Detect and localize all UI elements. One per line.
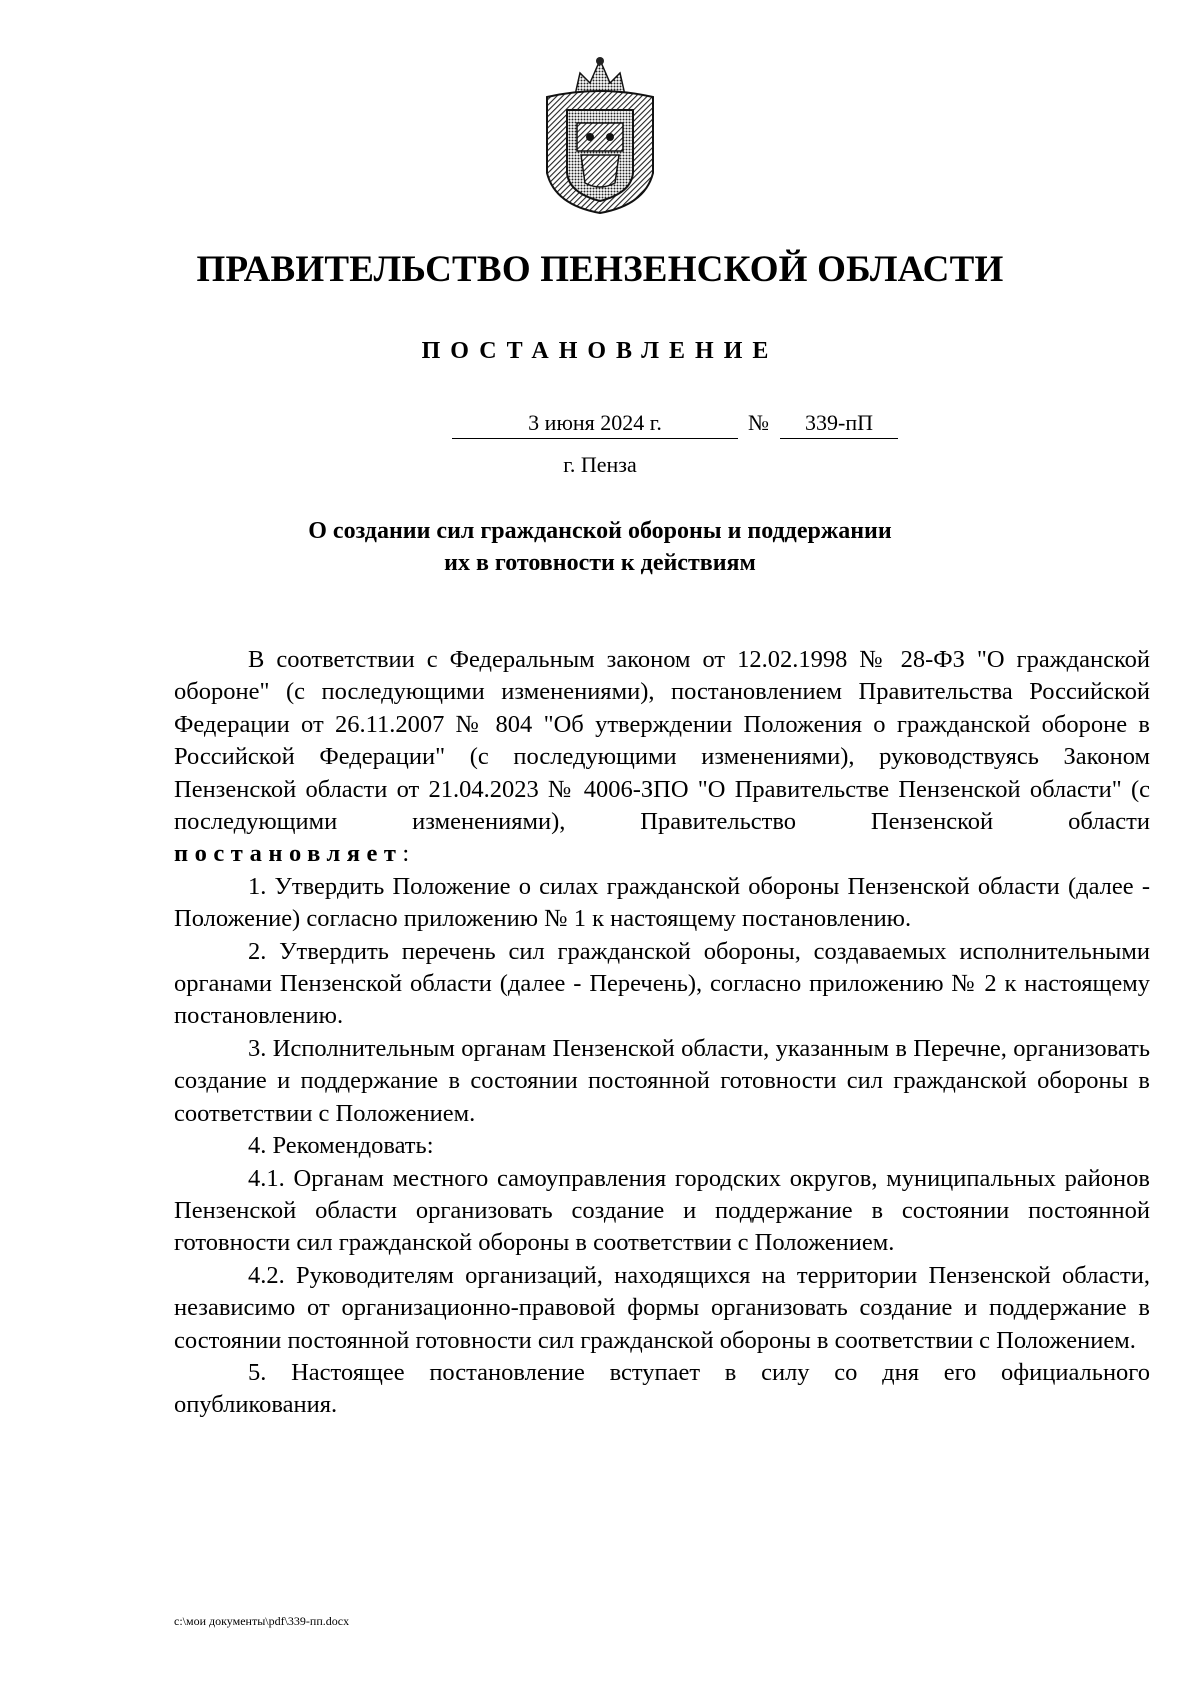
document-body — [174, 644, 1150, 1422]
preamble-paragraph — [174, 644, 1150, 838]
document-date: 3 июня 2024 г. — [452, 410, 738, 439]
subject-line-2: их в готовности к действиям — [444, 550, 756, 576]
item-paragraph: 5. Настоящее постановление вступает в силу со дня его официального опубликования. — [174, 1358, 1150, 1419]
item-paragraph: 2. Утвердить перечень сил гражданской обороны, создаваемых исполнительными органами Пензенской области (далее - Перечень), согласно приложению № 2 к настоящему постановлению. — [174, 937, 1150, 1030]
city: г. Пенза — [563, 452, 637, 477]
number-sign: № — [748, 410, 769, 435]
resolves-line — [174, 838, 1150, 870]
item-paragraph: 4. Рекомендовать: — [248, 1132, 434, 1160]
item-paragraph: 4.1. Органам местного самоуправления городских округов, муниципальных районов Пензенской области организовать создание и поддержание в состоянии постоянной готовности сил гражданской обороны в соответствии с Положением. — [174, 1164, 1150, 1257]
resolves-word: постановляет — [174, 840, 403, 868]
item-paragraph: 1. Утвердить Положение о силах гражданской обороны Пензенской области (далее - Положение) согласно приложению № 1 к настоящему постановлению. — [174, 872, 1150, 933]
document-number: 339-пП — [780, 410, 898, 439]
document-type: ПОСТАНОВЛЕНИЕ — [421, 338, 779, 364]
document-subject — [0, 515, 1200, 579]
item-paragraph: 3. Исполнительным органам Пензенской области, указанным в Перечне, организовать создание и поддержание в состоянии постоянной готовности сил гражданской обороны в соответствии с Положением. — [174, 1034, 1150, 1127]
file-path-footer: c:\мои документы\pdf\339-пп.docx — [174, 1614, 350, 1628]
subject-line-1: О создании сил гражданской обороны и поддержании — [308, 518, 892, 544]
resolves-colon: : — [402, 840, 410, 868]
government-title: ПРАВИТЕЛЬСТВО ПЕНЗЕНСКОЙ ОБЛАСТИ — [196, 249, 1004, 290]
coat-of-arms-icon — [535, 55, 665, 215]
preamble-text: В соответствии с Федеральным законом от 12.02.1998 № 28-ФЗ "О гражданской обороне" (с последующими изменениями), постановлением Правительства Российской Федерации от 26.11.2007 № 804 "Об утверждении Положения о гражданской обороне в Российской Федерации" (с последующими изменениями), руководствуясь Законом Пензенской области от 21.04.2023 № 4006-ЗПО "О Правительстве Пензенской области" (с последующими изменениями), Правительство Пензенской области — [174, 646, 1150, 836]
date-number-line — [0, 410, 1200, 440]
item-paragraph: 4.2. Руководителям организаций, находящихся на территории Пензенской области, независимо от организационно-правовой формы организовать создание и поддержание в состоянии постоянной готовности сил гражданской обороны в соответствии с Положением. — [174, 1261, 1150, 1354]
